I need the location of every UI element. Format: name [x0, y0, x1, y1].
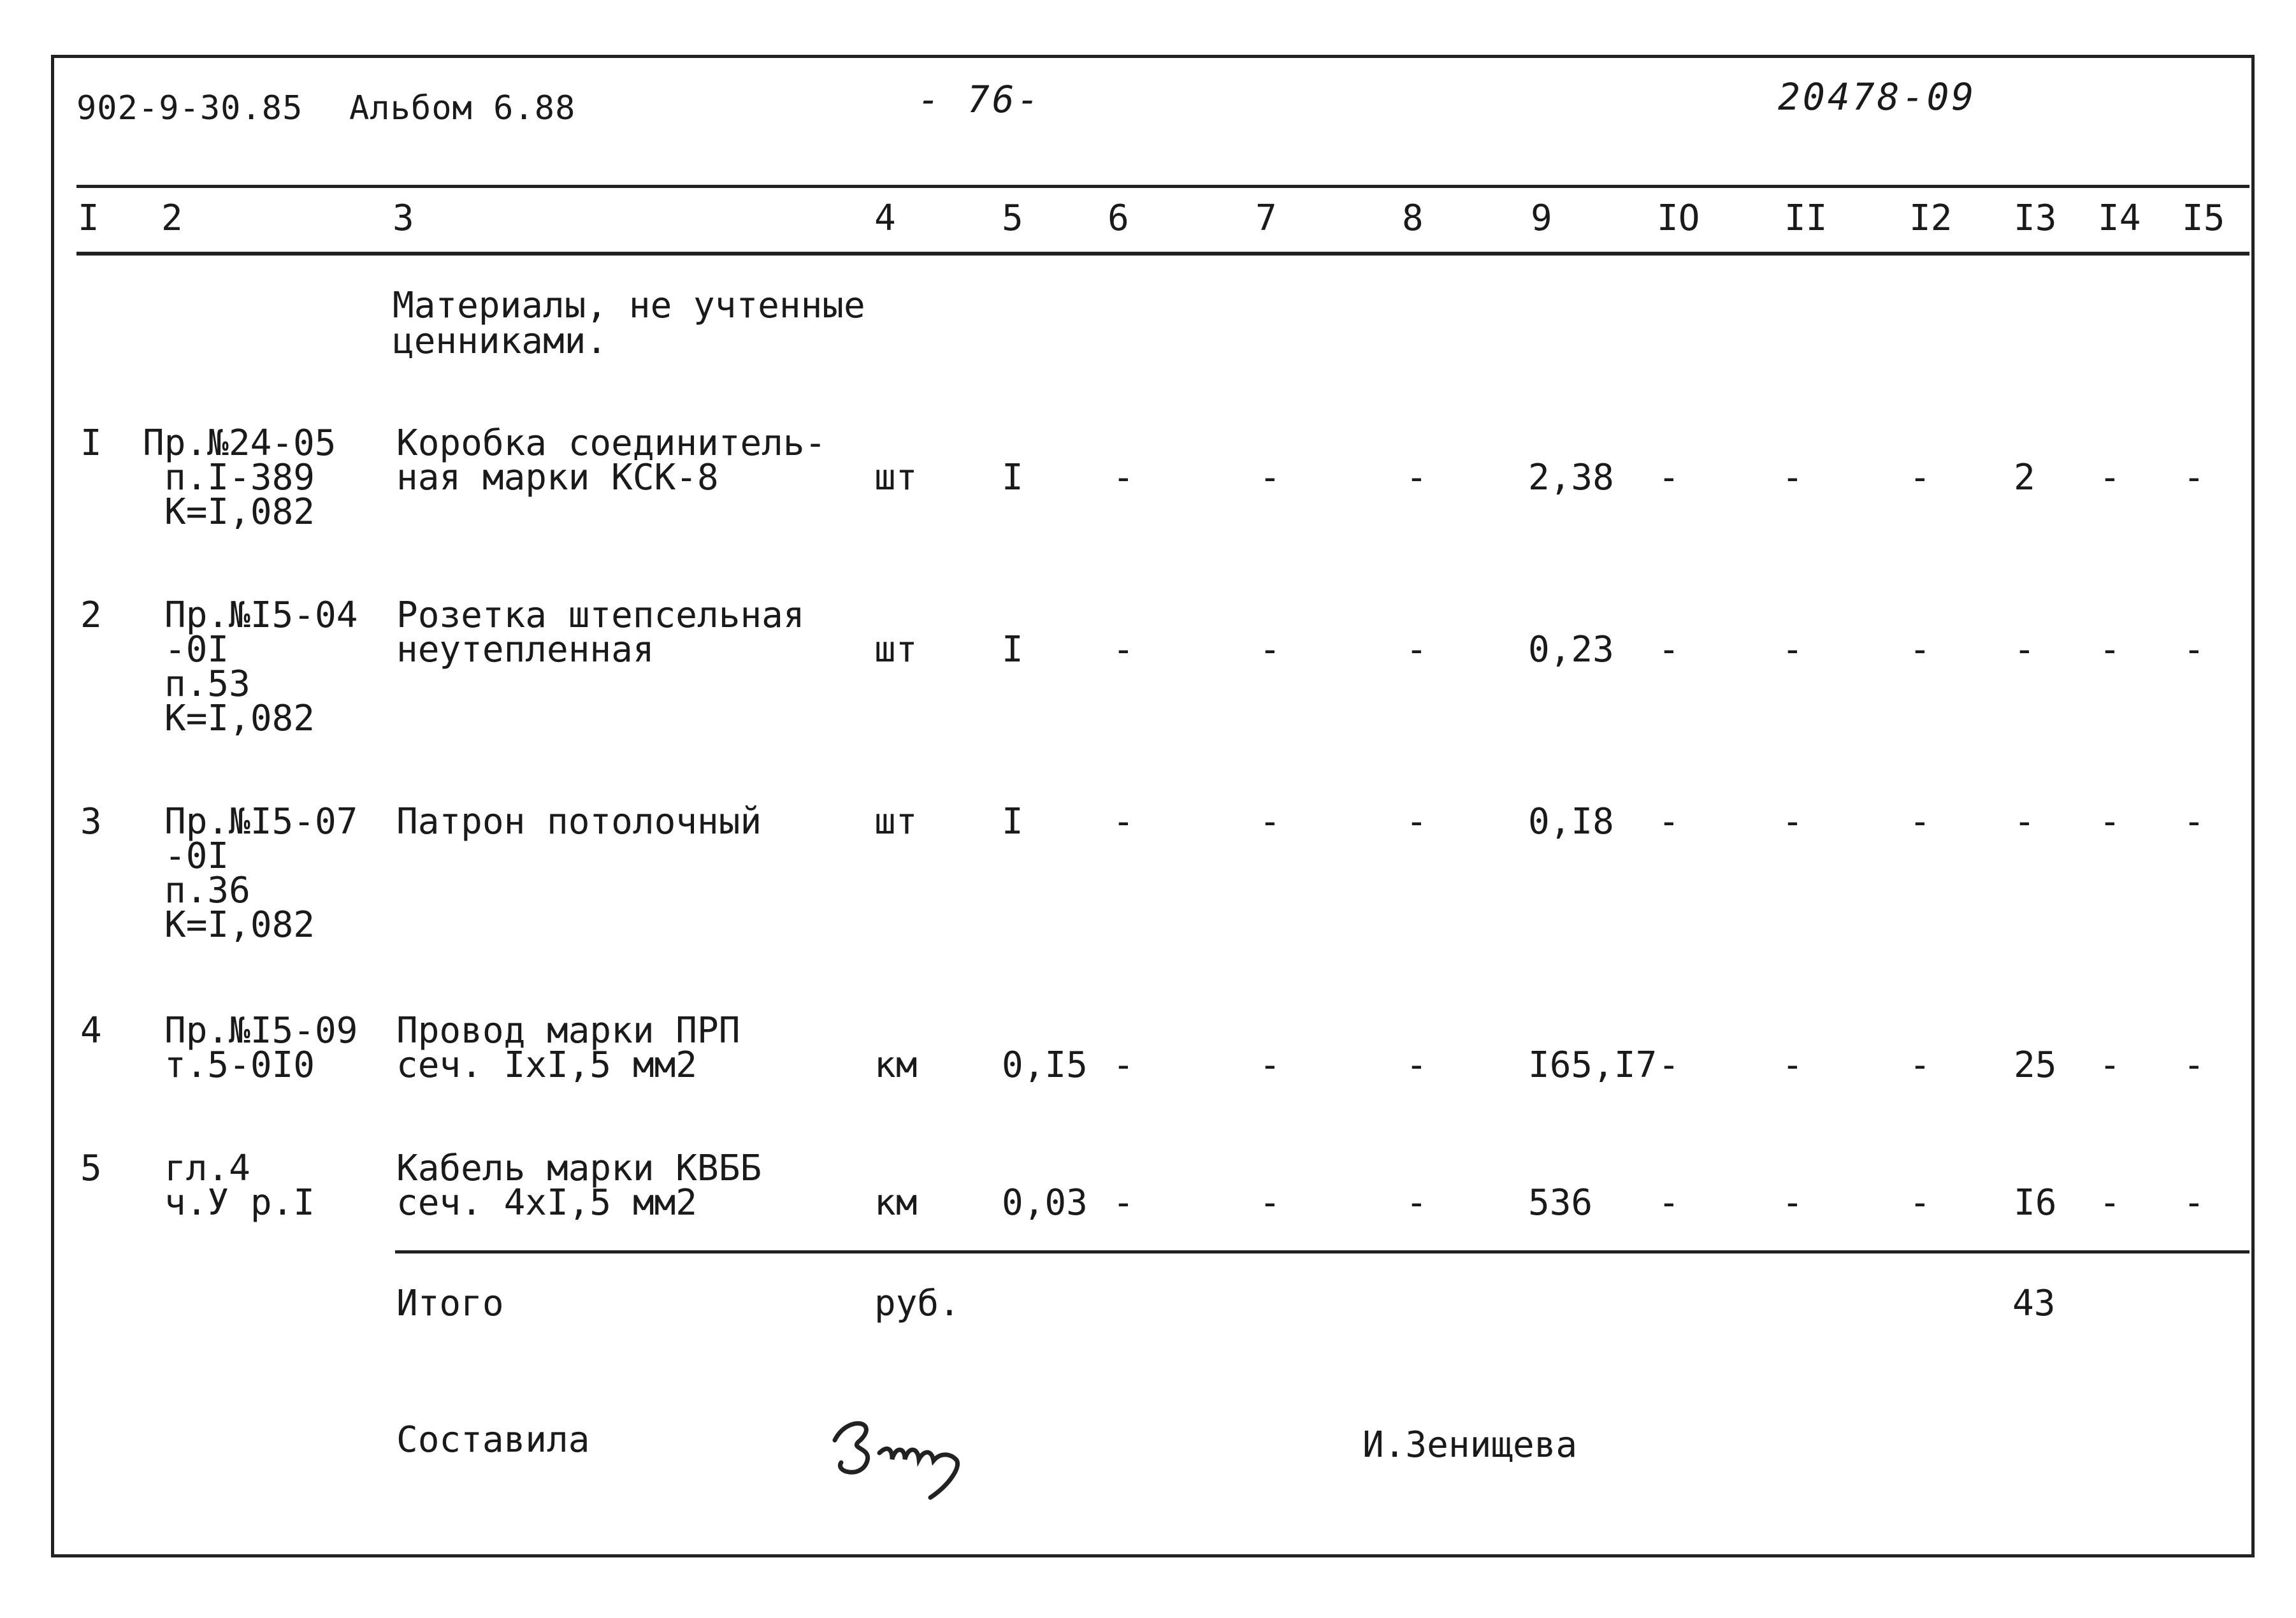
price-cell: 0,23 — [1528, 629, 1614, 670]
ref-line: К=I,082 — [164, 904, 315, 946]
value-cell: - — [1113, 801, 1134, 842]
ref-line: ч.У р.I — [164, 1182, 315, 1224]
ref-line: Пр.№I5-07 — [164, 801, 358, 842]
value-cell: - — [1658, 801, 1680, 842]
value-cell: - — [2099, 457, 2121, 498]
col-8: 8 — [1402, 198, 1424, 239]
price-cell: 2,38 — [1528, 457, 1614, 498]
qty-cell: I — [1002, 801, 1023, 842]
total-rule — [395, 1250, 2249, 1253]
item-name-line: сеч. IxI,5 мм2 — [396, 1044, 698, 1086]
composed-label: Составила — [396, 1419, 590, 1461]
col-6: 6 — [1108, 198, 1129, 239]
ref-line: -0I — [164, 629, 229, 670]
item-name-line: Патрон потолочный — [396, 801, 762, 842]
total-value: 43 — [2012, 1283, 2056, 1324]
col-4: 4 — [874, 198, 896, 239]
unit-cell: км — [874, 1044, 918, 1086]
item-name-line: Кабель марки КВББ — [396, 1148, 762, 1189]
qty-cell: 0,I5 — [1002, 1044, 1088, 1086]
value-cell: - — [1259, 1182, 1281, 1224]
value-cell: - — [1909, 1044, 1931, 1086]
ref-line: К=I,082 — [164, 491, 315, 533]
value-cell: - — [2099, 1182, 2121, 1224]
col-14: I4 — [2098, 198, 2141, 239]
doc-code: 902-9-30.85 — [76, 89, 303, 127]
value-cell: - — [1782, 629, 1803, 670]
page-number: - 76- — [918, 78, 1042, 121]
value-cell: - — [1782, 1182, 1803, 1224]
col-10: IO — [1657, 198, 1700, 239]
col-13: I3 — [2014, 198, 2057, 239]
value-cell: - — [1658, 1044, 1680, 1086]
col-9: 9 — [1531, 198, 1552, 239]
value-cell: - — [2014, 629, 2035, 670]
qty-cell: I — [1002, 457, 1023, 498]
col-12: I2 — [1909, 198, 1953, 239]
price-cell: I65,I7 — [1528, 1044, 1657, 1086]
value-cell: - — [1113, 629, 1134, 670]
ref-line: К=I,082 — [164, 698, 315, 739]
row-number: I — [80, 423, 102, 464]
item-name-line: ная марки КСК-8 — [396, 457, 719, 498]
ref-line: п.36 — [164, 870, 250, 911]
value-cell: - — [2099, 801, 2121, 842]
col-11: II — [1784, 198, 1828, 239]
value-cell: - — [1113, 1182, 1134, 1224]
value-cell: - — [1406, 1182, 1427, 1224]
value-cell: 2 — [2014, 457, 2035, 498]
value-cell: - — [2183, 801, 2205, 842]
value-cell: - — [2183, 1182, 2205, 1224]
price-cell: 536 — [1528, 1182, 1593, 1224]
section-title-line-1: Материалы, не учтенные — [393, 285, 865, 326]
item-name-line: неутепленная — [396, 629, 654, 670]
value-cell: - — [1259, 457, 1281, 498]
value-cell: - — [2183, 629, 2205, 670]
total-unit: руб. — [874, 1283, 960, 1324]
col-1: I — [78, 198, 99, 239]
unit-cell: шт — [874, 457, 918, 498]
value-cell: - — [2183, 1044, 2205, 1086]
value-cell: I6 — [2014, 1182, 2057, 1224]
unit-cell: шт — [874, 629, 918, 670]
value-cell: - — [1259, 801, 1281, 842]
row-number: 5 — [80, 1148, 102, 1189]
ref-line: гл.4 — [164, 1148, 250, 1189]
value-cell: - — [2014, 801, 2035, 842]
value-cell: - — [2183, 457, 2205, 498]
row-number: 2 — [80, 595, 102, 636]
row-number: 3 — [80, 801, 102, 842]
value-cell: 25 — [2014, 1044, 2057, 1086]
value-cell: - — [2099, 1044, 2121, 1086]
value-cell: - — [1113, 457, 1134, 498]
ref-line: т.5-0I0 — [164, 1044, 315, 1086]
value-cell: - — [1259, 629, 1281, 670]
ref-line: п.53 — [164, 663, 250, 705]
document-number: 20478-09 — [1778, 75, 1977, 119]
value-cell: - — [2099, 629, 2121, 670]
header-top-rule — [76, 185, 2249, 188]
signer-name: И.Зенищева — [1362, 1424, 1578, 1466]
item-name-line: Розетка штепсельная — [396, 595, 805, 636]
ref-line: -0I — [164, 835, 229, 877]
col-15: I5 — [2182, 198, 2225, 239]
value-cell: - — [1406, 1044, 1427, 1086]
value-cell: - — [1406, 457, 1427, 498]
value-cell: - — [1909, 801, 1931, 842]
value-cell: - — [1782, 801, 1803, 842]
value-cell: - — [1406, 629, 1427, 670]
value-cell: - — [1113, 1044, 1134, 1086]
row-number: 4 — [80, 1010, 102, 1051]
signature-image — [822, 1402, 1026, 1504]
value-cell: - — [1658, 629, 1680, 670]
section-title-line-2: ценниками. — [393, 321, 608, 362]
total-label: Итого — [396, 1283, 504, 1324]
ref-line: Пр.№I5-09 — [164, 1010, 358, 1051]
unit-cell: шт — [874, 801, 918, 842]
album-label: Альбом 6.88 — [349, 89, 576, 127]
value-cell: - — [1259, 1044, 1281, 1086]
value-cell: - — [1909, 1182, 1931, 1224]
value-cell: - — [1782, 1044, 1803, 1086]
unit-cell: км — [874, 1182, 918, 1224]
value-cell: - — [1782, 457, 1803, 498]
qty-cell: 0,03 — [1002, 1182, 1088, 1224]
value-cell: - — [1658, 457, 1680, 498]
ref-line: п.I-389 — [164, 457, 315, 498]
col-7: 7 — [1255, 198, 1277, 239]
value-cell: - — [1406, 801, 1427, 842]
header-bottom-rule — [76, 252, 2249, 256]
value-cell: - — [1909, 457, 1931, 498]
price-cell: 0,I8 — [1528, 801, 1614, 842]
item-name-line: Провод марки ПРП — [396, 1010, 740, 1051]
item-name-line: сеч. 4xI,5 мм2 — [396, 1182, 698, 1224]
value-cell: - — [1909, 629, 1931, 670]
qty-cell: I — [1002, 629, 1023, 670]
col-2: 2 — [161, 198, 183, 239]
col-3: 3 — [393, 198, 414, 239]
item-name-line: Коробка соединитель- — [396, 423, 827, 464]
ref-line: Пр.№24-05 — [143, 423, 336, 464]
col-5: 5 — [1002, 198, 1023, 239]
value-cell: - — [1658, 1182, 1680, 1224]
ref-line: Пр.№I5-04 — [164, 595, 358, 636]
